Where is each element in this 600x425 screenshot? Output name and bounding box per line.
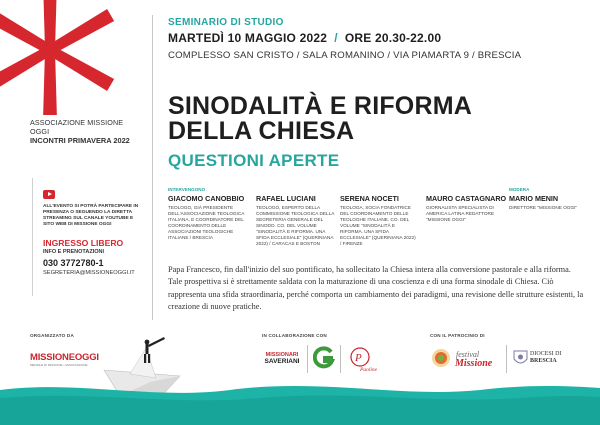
- title-line1: SINODALITÀ E RIFORMA: [168, 92, 472, 120]
- speaker-desc: TEOLOGO, ESPERTO DELLA COMMISSIONE TEOLOGICA DELLA SEGRETERIA GENERALE DEL SINODO. CO. DEL VOLUME "SINODALITÀ E RIFORMA. UNA SFIDA ECCLESIALE" (QUERINIANA 2022) / CARACAS E BOSTON: [256, 205, 335, 246]
- date-time-line: [168, 31, 441, 45]
- speaker-role: [426, 187, 500, 193]
- diocesi-line2: BRESCIA: [530, 358, 557, 364]
- phone-number[interactable]: 030 3772780-1: [43, 258, 104, 268]
- festival-emblem-icon: [430, 347, 452, 369]
- email-address[interactable]: SEGRETERIA@MISSIONEOGGI.IT: [43, 270, 135, 276]
- free-entry-label: INGRESSO LIBERO: [43, 238, 124, 248]
- vertical-divider: [152, 15, 153, 320]
- festival-line2: Missione: [455, 358, 493, 369]
- info-label: INFO E PRENOTAZIONI: [43, 249, 105, 255]
- diocesi-crest-icon: [513, 349, 528, 367]
- speaker-name: MARIO MENIN: [509, 194, 559, 203]
- organizer-line1: ASSOCIAZIONE MISSIONE OGGI: [30, 118, 124, 136]
- info-box: [32, 178, 142, 296]
- streaming-note: ALL'EVENTO SI POTRÀ PARTECIPARE IN PRESENZA O SEGUENDO LA DIRETTA STREAMING SUL CANALE YOUTUBE E SITO WEB DI MISSIONE OGGI: [43, 204, 139, 227]
- speaker-name: MAURO CASTAGNARO: [426, 194, 507, 203]
- slash-separator: /: [330, 31, 342, 45]
- event-date: MARTEDÌ 10 MAGGIO 2022: [168, 31, 328, 45]
- saveriani-line2: SAVERIANI: [264, 358, 300, 365]
- abstract-text: Papa Francesco, fin dall'inizio del suo pontificato, ha sollecitato la Chiesa intera alla conversione pastorale e alla riforma. Tale prospettiva si è strettamente saldata con la maturazione di una coscienza e di una forma sinodale di Chiesa. Ciò rappresenta una sfida straordinaria, perché comporta un cambiamento dei paradigmi, una revisione delle strutture esistenti, la creazione di nuove pratiche.: [168, 265, 584, 312]
- speaker-desc: TEOLOGA, SOCIA FONDATRICE DEL COORDINAMENTO DELLE TEOLOGHE ITALIANE. CO. DEL VOLUME "SINODALITÀ E RIFORMA. UNA SFIDA ECCLESIALE" (QUERINIANA 2022) / FIRENZE: [340, 205, 416, 246]
- missionari-saveriani-logo: [262, 352, 302, 370]
- speaker-role: [256, 187, 336, 193]
- bottom-wave: [0, 378, 600, 425]
- event-time: ORE 20.30-22.00: [344, 31, 442, 45]
- missione-oggi-logo: MISSIONEOGGI: [30, 352, 99, 363]
- organizer-block: [30, 118, 140, 145]
- speaker-name: SERENA NOCETI: [340, 194, 399, 203]
- speaker-desc: DIRETTORE "MISSIONE OGGI": [509, 205, 578, 210]
- title-line2: DELLA CHIESA: [168, 117, 355, 145]
- asterisk-logo: [0, 0, 120, 115]
- diocesi-logo: [530, 351, 562, 365]
- page-subtitle: QUESTIONI APERTE: [168, 151, 340, 170]
- paoline-text: Paoline: [360, 367, 378, 373]
- speakers-row: [168, 187, 588, 247]
- speaker-name: GIACOMO CANOBBIO: [168, 194, 245, 203]
- speaker-role: MODERA: [509, 187, 530, 192]
- event-place: COMPLESSO SAN CRISTO / SALA ROMANINO / VIA PIAMARTA 9 / BRESCIA: [168, 50, 522, 61]
- speaker-role: INTERVENGONO: [168, 187, 206, 192]
- speaker: [509, 187, 587, 211]
- speaker-name: RAFAEL LUCIANI: [256, 194, 316, 203]
- patronage-label: CON IL PATROCINIO DI: [430, 333, 485, 338]
- speaker: [340, 187, 418, 247]
- missione-oggi-subtitle: MENSILE DI MISSIONE • ASSOCIAZIONE: [30, 363, 88, 367]
- speaker-role: [340, 187, 418, 193]
- speaker: [256, 187, 336, 247]
- diocesi-line1: DIOCESI DI: [530, 351, 562, 357]
- speaker-desc: TEOLOGO, GIÀ PRESIDENTE DELL'ASSOCIAZIONE TEOLOGICA ITALIANA, E COORDINATORE DEL COORDINAMENTO DELLE ASSOCIAZIONI TEOLOGICHE ITALIANE / BRESCIA: [168, 205, 245, 240]
- page-title: [168, 94, 472, 144]
- organizer-line2: INCONTRI PRIMAVERA 2022: [30, 136, 130, 145]
- svg-text:P: P: [355, 352, 362, 364]
- youtube-icon: [43, 190, 55, 199]
- speaker: [168, 187, 250, 241]
- paoline-logo: [346, 345, 386, 373]
- collaboration-label: IN COLLABORAZIONE CON: [262, 333, 327, 338]
- saveriani-line1: MISSIONARI: [265, 352, 299, 358]
- speaker-desc: GIORNALISTA SPECIALISTA DI AMERICA LATINA REDATTORE "MISSIONE OGGI": [426, 205, 494, 222]
- logo-divider: [506, 345, 507, 373]
- logo-divider: [340, 345, 341, 373]
- organized-label: ORGANIZZATO DA: [30, 333, 74, 338]
- festival-line1: festival: [456, 350, 480, 359]
- logo-divider: [307, 345, 308, 373]
- green-g-logo: [313, 346, 335, 370]
- speaker: [426, 187, 507, 223]
- seminar-label: SEMINARIO DI STUDIO: [168, 17, 284, 28]
